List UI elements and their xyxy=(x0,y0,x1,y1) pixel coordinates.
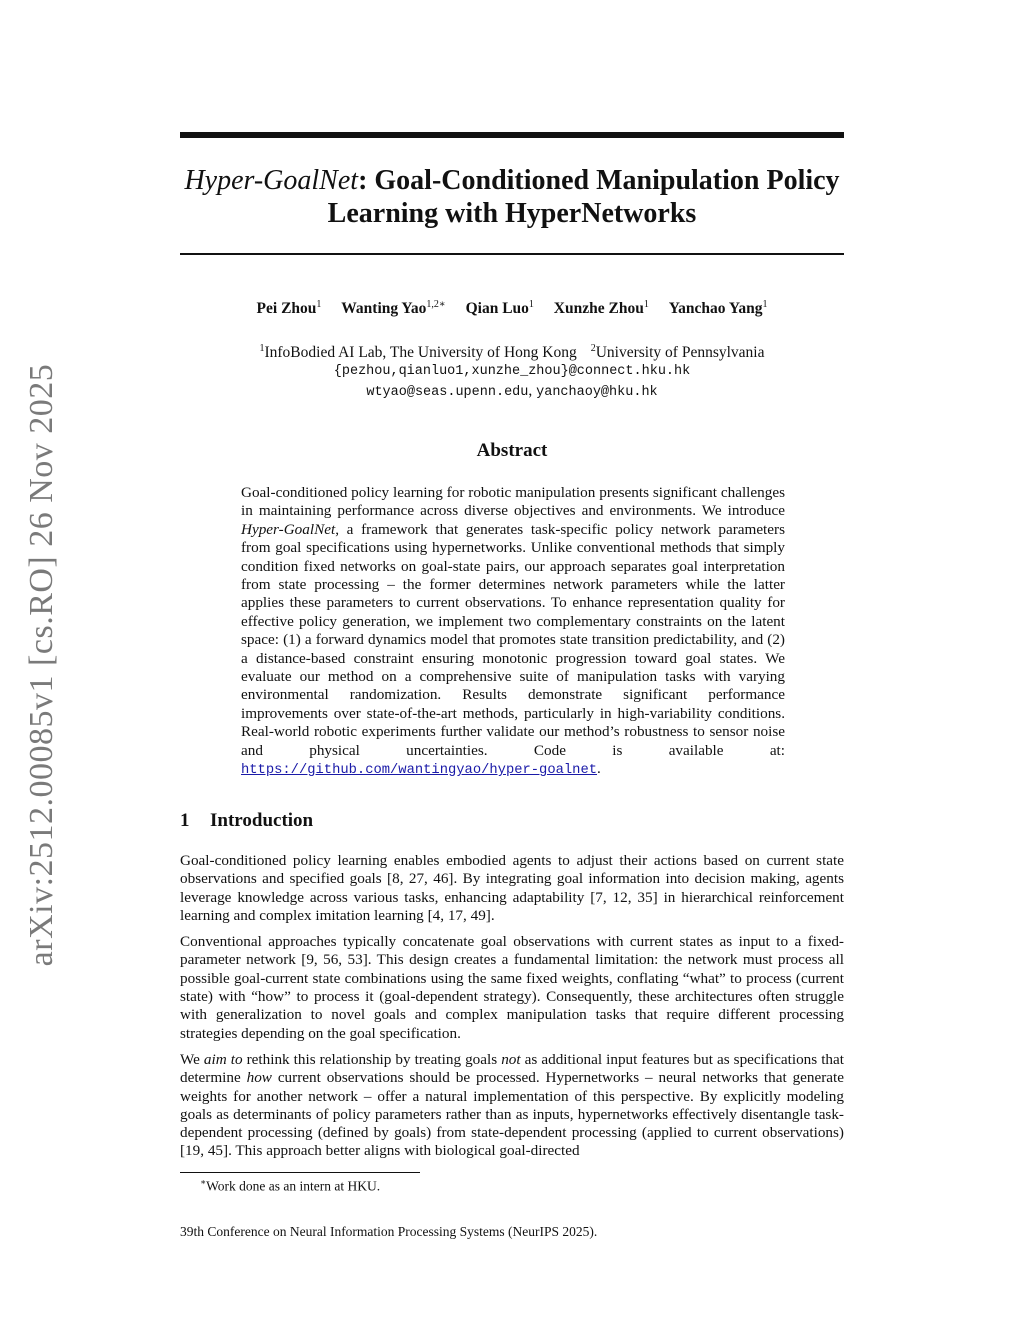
affiliation-hku: InfoBodied AI Lab, The University of Hong Kong xyxy=(264,344,577,362)
affiliation-upenn: University of Pennsylvania xyxy=(595,344,765,362)
footnote-rule xyxy=(180,1172,420,1173)
venue-note: 39th Conference on Neural Information Processing Systems (NeurIPS 2025). xyxy=(180,1224,598,1239)
title-method-name: Hyper-GoalNet xyxy=(184,165,359,196)
author: Xunzhe Zhou$^1$ xyxy=(553,299,649,318)
introduction-body xyxy=(180,852,844,1169)
abstract-heading: Abstract xyxy=(476,440,548,461)
paper-title xyxy=(180,164,844,230)
title-bottom-rule xyxy=(180,253,844,255)
code-repository-link[interactable]: https://github.com/wantingyao/hyper-goalnet xyxy=(241,763,598,779)
intro-paragraph-2: Conventional approaches typically concatenate goal observations with current states as input to a fixed-parameter network [9, 56, 53]. This design creates a fundamental limitation: the network must process all possible goal-current state combinations using the same fixed weights, conflating “what” to process (current state) with “how” to process it (goal-dependent strategy). Consequently, these architectures often struggle with generalization to novel goals and complex manipulation tasks that require different processing strategies depending on the goal specification. xyxy=(180,933,844,1042)
email-line-1: {pezhou,qianluo1,xunzhe_zhou}@connect.hku.hk xyxy=(333,364,691,380)
title-subtitle: : Goal-Conditioned Manipulation Policy Learning with HyperNetworks xyxy=(327,165,840,229)
footnote: ∗Work done as an intern at HKU. xyxy=(200,1177,381,1194)
intro-paragraph-1: Goal-conditioned policy learning enables embodied agents to adjust their actions based on current state observations and specified goals [8, 27, 46]. By integrating goal information into decision making, agents leverage knowledge across various tasks, enhancing adaptability [7, 12, 35] in hierarchical reinforcement learning and complex imitation learning [4, 17, 49]. xyxy=(180,852,844,924)
affiliation-line: $^1$InfoBodied AI Lab, The University of Hong Kong $^2$University of Pennsylvania xyxy=(259,343,765,362)
arxiv-identifier-stamp: arXiv:2512.00085v1 [cs.RO] 26 Nov 2025 xyxy=(23,363,60,967)
email-line-2: wtyao@seas.upenn.edu, yanchaoy@hku.hk xyxy=(366,382,658,401)
abstract-method-name: Hyper-GoalNet xyxy=(241,520,336,538)
author: Wanting Yao$^{1,2∗}$ xyxy=(341,299,446,318)
author: Qian Luo$^1$ xyxy=(465,299,534,318)
author: Yanchao Yang$^1$ xyxy=(668,299,768,318)
affiliations xyxy=(180,339,844,402)
abstract-text: Goal-conditioned policy learning for robotic manipulation presents significant challenges in maintaining performance across diverse objectives and environments. We introduce Hyper-GoalNet, a framework that generates task-specific policy network parameters from goal specifications using hypernetworks. Unlike conventional methods that simply condition fixed networks on goal-state pairs, our approach separates goal interpretation from state processing – the former determines network parameters while the latter applies these parameters to current observations. To enhance representation quality for effective policy generation, we implement two complementary constraints on the latent space: (1) a forward dynamics model that promotes state transition predictability, and (2) a distance-based constraint ensuring monotonic progression toward goal states. We evaluate our method on a comprehensive suite of manipulation tasks with varying environmental randomization. Results demonstrate significant performance improvements over state-of-the-art methods, particularly in high-variability conditions. Real-world robotic experiments further validate our method’s robustness to sensor noise and physical uncertainties. Code is available at: https://github.com/wantingyao/hyper-goalnet. xyxy=(241,484,785,779)
author: Pei Zhou$^1$ xyxy=(256,299,322,318)
intro-paragraph-3: We aim to rethink this relationship by treating goals not as additional input features but as specifications that determine how current observations should be processed. Hypernetworks – neural networks that generate weights for another network – offer a natural implementation of this perspective. By explicitly modeling goals as determinants of policy parameters rather than as inputs, hypernetworks effectively disentangle task-dependent processing (defined by goals) from state-dependent processing (applied to current observations) [19, 45]. This approach better aligns with biological goal-directed xyxy=(180,1050,844,1160)
section-heading-introduction: 1 Introduction xyxy=(180,810,314,831)
title-top-rule xyxy=(180,132,844,138)
author-list xyxy=(180,299,844,318)
